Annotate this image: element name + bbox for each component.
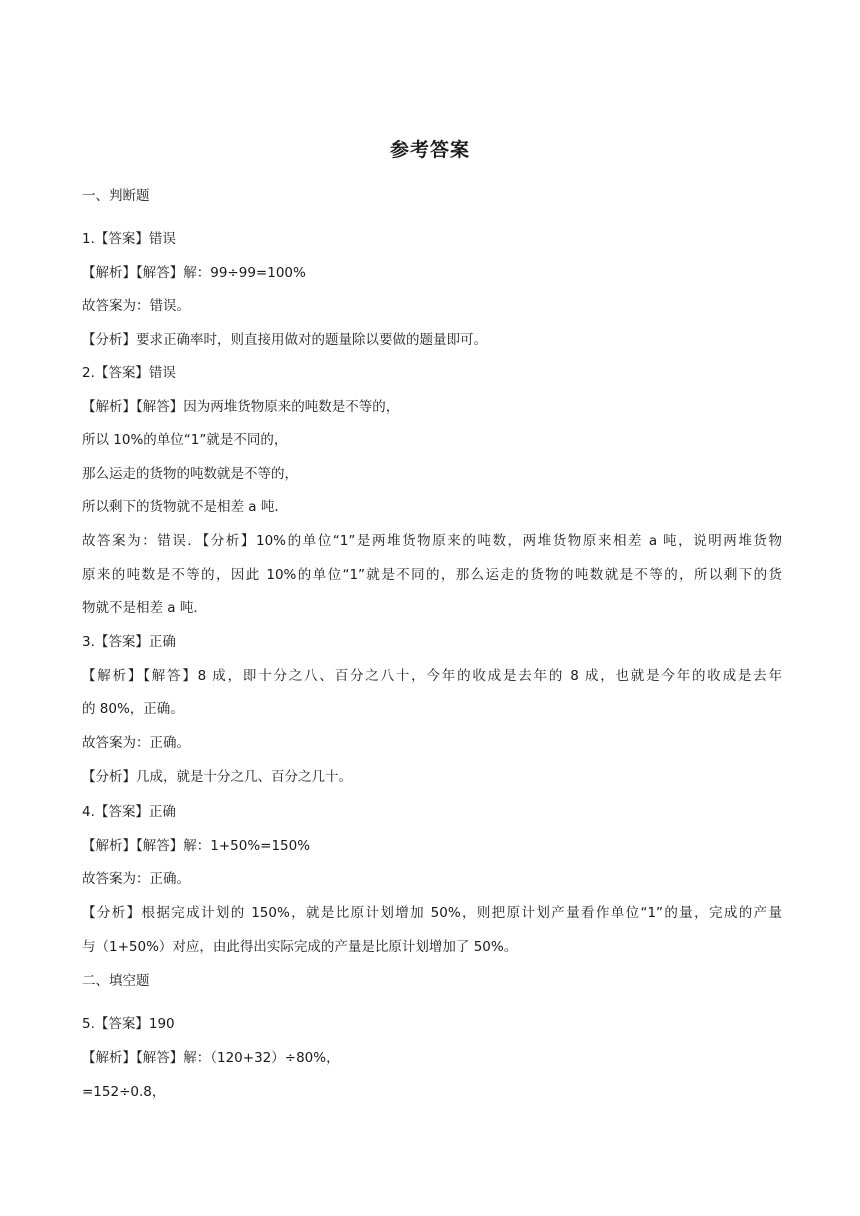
q2-analysis-line3: 物就不是相差 a 吨． xyxy=(82,600,207,616)
q2-explanation-line3: 那么运走的货物的吨数就是不等的， xyxy=(82,466,298,482)
q3-explanation-line2: 的 80%，正确。 xyxy=(82,701,184,717)
q4-analysis-line2: 与（1+50%）对应，由此得出实际完成的产量是比原计划增加了 50%。 xyxy=(82,939,518,955)
q2-explanation-line2: 所以 10%的单位“1”就是不同的， xyxy=(82,432,288,448)
q3-explanation-line1: 【解析】【解答】8 成，即十分之八、百分之八十，今年的收成是去年的 8 成，也就是今年的收成是去年 xyxy=(82,668,782,684)
q2-explanation-line4: 所以剩下的货物就不是相差 a 吨． xyxy=(82,499,288,515)
page-title: 参考答案 xyxy=(389,139,470,161)
q3-answer: 3.【答案】正确 xyxy=(82,634,176,650)
q1-explanation: 【解析】【解答】解：99÷99=100% xyxy=(82,265,306,281)
q1-analysis: 【分析】要求正确率时，则直接用做对的题量除以要做的题量即可。 xyxy=(82,332,487,348)
q4-analysis-line1: 【分析】根据完成计划的 150%，就是比原计划增加 50%，则把原计划产量看作单位“1”的量，完成的产量 xyxy=(82,905,782,921)
section-heading-fill-blank: 二、填空题 xyxy=(82,973,150,989)
q2-analysis-line1: 故答案为：错误．【分析】10%的单位“1”是两堆货物原来的吨数，两堆货物原来相差 a 吨，说明两堆货物 xyxy=(82,533,782,549)
q1-conclusion: 故答案为：错误。 xyxy=(82,298,190,314)
q2-explanation-line1: 【解析】【解答】因为两堆货物原来的吨数是不等的， xyxy=(82,399,400,415)
q5-explanation-line2: =152÷0.8， xyxy=(82,1084,166,1100)
q2-analysis-line2: 原来的吨数是不等的，因此 10%的单位“1”就是不同的，那么运走的货物的吨数就是不等的，所以剩下的货 xyxy=(82,567,782,583)
q4-answer: 4.【答案】正确 xyxy=(82,804,176,820)
q2-answer: 2.【答案】错误 xyxy=(82,365,176,381)
q1-answer: 1.【答案】错误 xyxy=(82,231,176,247)
section-heading-judgment: 一、判断题 xyxy=(82,188,150,204)
q3-conclusion: 故答案为：正确。 xyxy=(82,735,190,751)
q5-explanation-line1: 【解析】【解答】解：（120+32）÷80%， xyxy=(82,1050,340,1066)
q4-conclusion: 故答案为：正确。 xyxy=(82,871,190,887)
q3-analysis: 【分析】几成，就是十分之几、百分之几十。 xyxy=(82,769,352,785)
q5-answer: 5.【答案】190 xyxy=(82,1016,175,1032)
q4-explanation: 【解析】【解答】解：1+50%=150% xyxy=(82,838,311,854)
